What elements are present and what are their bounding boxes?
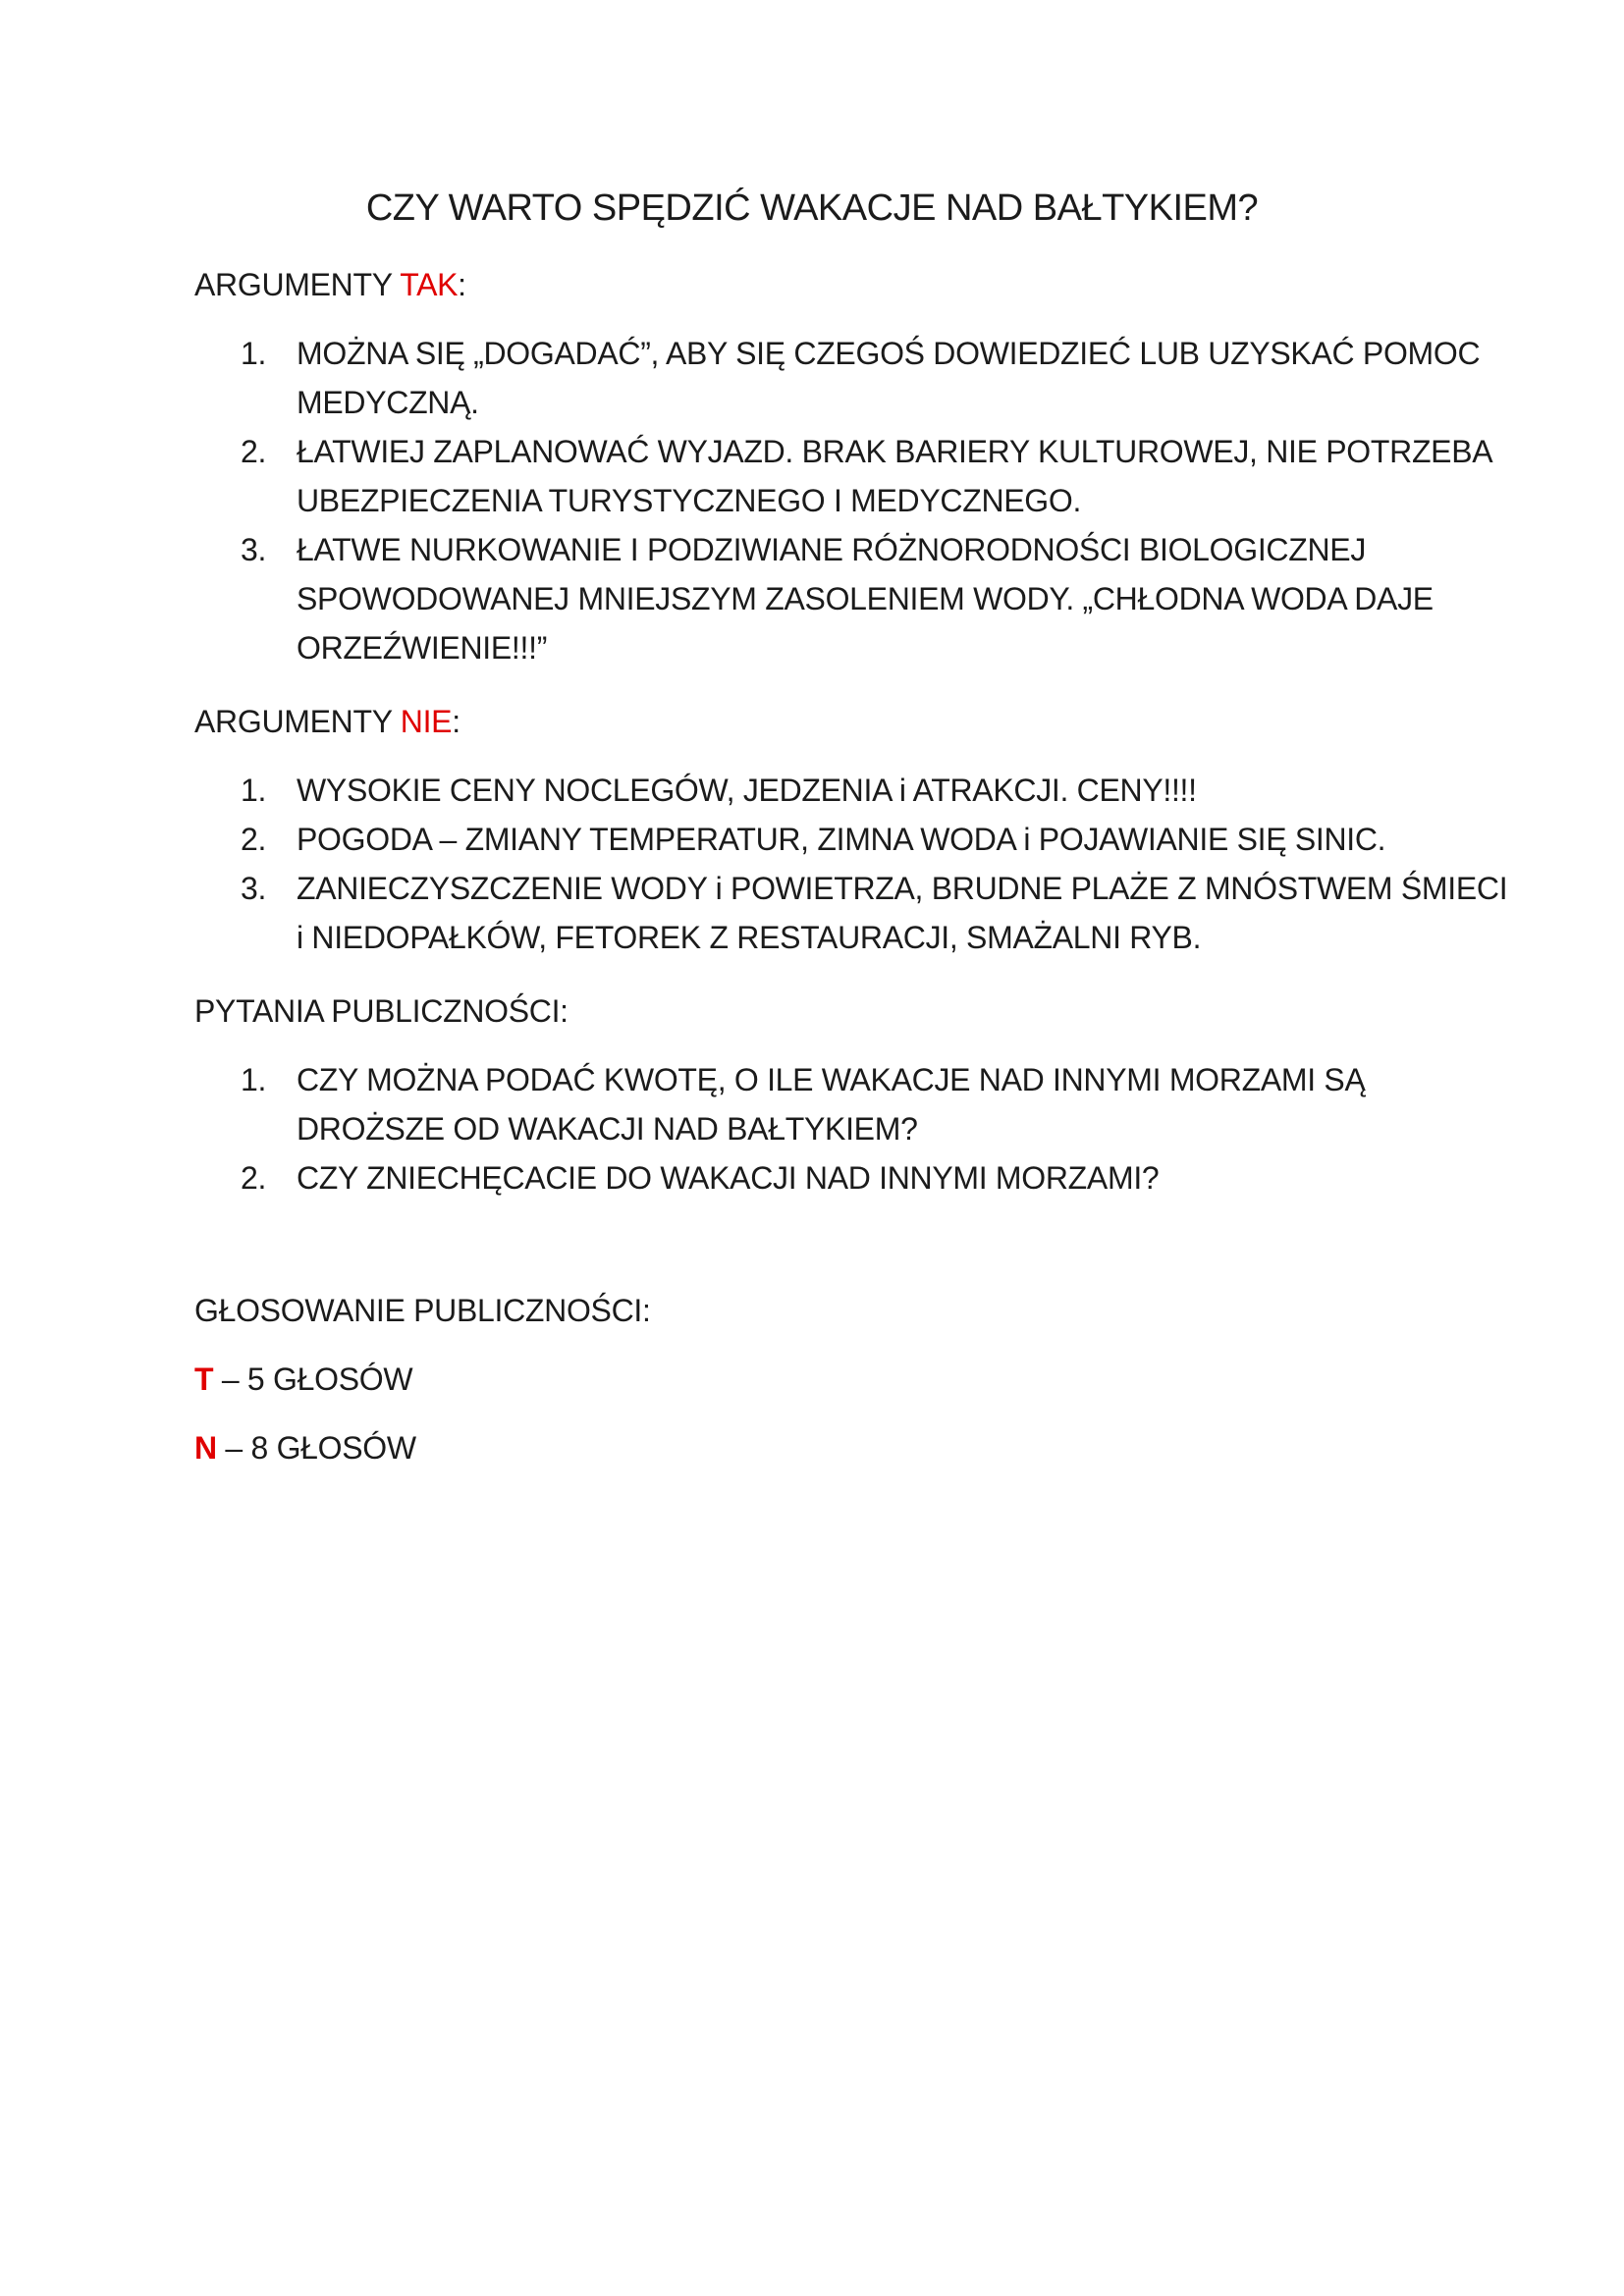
section-heading-pytania — [194, 987, 1430, 1036]
vote-letter-n: N — [194, 1430, 217, 1466]
argumenty-tak-list — [194, 329, 1493, 672]
list-item-number: 3. — [241, 871, 267, 906]
pytania-list — [194, 1055, 1430, 1202]
list-item-line: i NIEDOPAŁKÓW, FETOREK Z RESTAURACJI, SMAŻALNI RYB. — [297, 920, 1202, 955]
list-item-line: MOŻNA SIĘ „DOGADAĆ”, ABY SIĘ CZEGOŚ DOWIEDZIEĆ LUB UZYSKAĆ POMOC — [297, 336, 1481, 371]
list-item-number: 2. — [241, 822, 267, 857]
list-item — [241, 427, 1493, 525]
heading-prefix: ARGUMENTY — [194, 704, 401, 739]
list-item-line: ZANIECZYSZCZENIE WODY i POWIETRZA, BRUDNE PLAŻE Z MNÓSTWEM ŚMIECI — [297, 871, 1508, 906]
heading-accent-nie: NIE — [400, 704, 453, 739]
heading-suffix: : — [458, 267, 466, 302]
list-item-line: UBEZPIECZENIA TURYSTYCZNEGO I MEDYCZNEGO. — [297, 483, 1082, 518]
page-title: CZY WARTO SPĘDZIĆ WAKACJE NAD BAŁTYKIEM? — [365, 187, 1259, 229]
list-item — [241, 815, 1430, 864]
list-item-line: CZY MOŻNA PODAĆ KWOTĘ, O ILE WAKACJE NAD INNYMI MORZAMI SĄ — [297, 1062, 1366, 1097]
section-heading-argumenty-nie — [194, 697, 1430, 746]
list-item-line: CZY ZNIECHĘCACIE DO WAKACJI NAD INNYMI MORZAMI? — [297, 1160, 1160, 1196]
list-item-line: DROŻSZE OD WAKACJI NAD BAŁTYKIEM? — [297, 1111, 918, 1147]
list-item — [241, 1055, 1430, 1153]
heading-prefix: PYTANIA PUBLICZNOŚCI: — [194, 993, 568, 1029]
list-item — [241, 329, 1481, 427]
list-item-number: 1. — [241, 1062, 267, 1097]
list-item-number: 2. — [241, 1160, 267, 1196]
list-item-line: MEDYCZNĄ. — [297, 385, 479, 420]
list-item-number: 1. — [241, 773, 267, 808]
list-item-line: ŁATWIEJ ZAPLANOWAĆ WYJAZD. BRAK BARIERY KULTUROWEJ, NIE POTRZEBA — [297, 434, 1493, 469]
vote-letter-t: T — [194, 1362, 214, 1397]
list-item-line: POGODA – ZMIANY TEMPERATUR, ZIMNA WODA i POJAWIANIE SIĘ SINIC. — [297, 822, 1386, 857]
argumenty-nie-list — [194, 766, 1508, 962]
list-item-line: ŁATWE NURKOWANIE I PODZIWIANE RÓŻNORODNOŚCI BIOLOGICZNEJ — [297, 532, 1367, 567]
list-item-line: ORZEŹWIENIE!!!” — [297, 630, 548, 666]
list-item — [241, 525, 1434, 672]
list-item-number: 2. — [241, 434, 267, 469]
list-item-number: 3. — [241, 532, 267, 567]
document-content — [194, 182, 1508, 1472]
list-item-line: WYSOKIE CENY NOCLEGÓW, JEDZENIA i ATRAKCJI. CENY!!!! — [297, 773, 1197, 808]
vote-count-n: – 8 GŁOSÓW — [216, 1430, 416, 1466]
heading-accent-tak: TAK — [400, 267, 459, 302]
list-item — [241, 1153, 1430, 1202]
vote-result-nie — [194, 1423, 1430, 1472]
list-item — [241, 766, 1430, 815]
vote-result-tak — [194, 1355, 1430, 1404]
section-heading-glosowanie: GŁOSOWANIE PUBLICZNOŚCI: — [194, 1293, 651, 1328]
heading-suffix: : — [452, 704, 460, 739]
heading-prefix: ARGUMENTY — [194, 267, 401, 302]
section-heading-argumenty-tak — [194, 260, 1430, 309]
list-item-number: 1. — [241, 336, 267, 371]
list-item — [241, 864, 1508, 962]
vote-count-t: – 5 GŁOSÓW — [213, 1362, 413, 1397]
list-item-line: SPOWODOWANEJ MNIEJSZYM ZASOLENIEM WODY. „CHŁODNA WODA DAJE — [297, 581, 1434, 616]
